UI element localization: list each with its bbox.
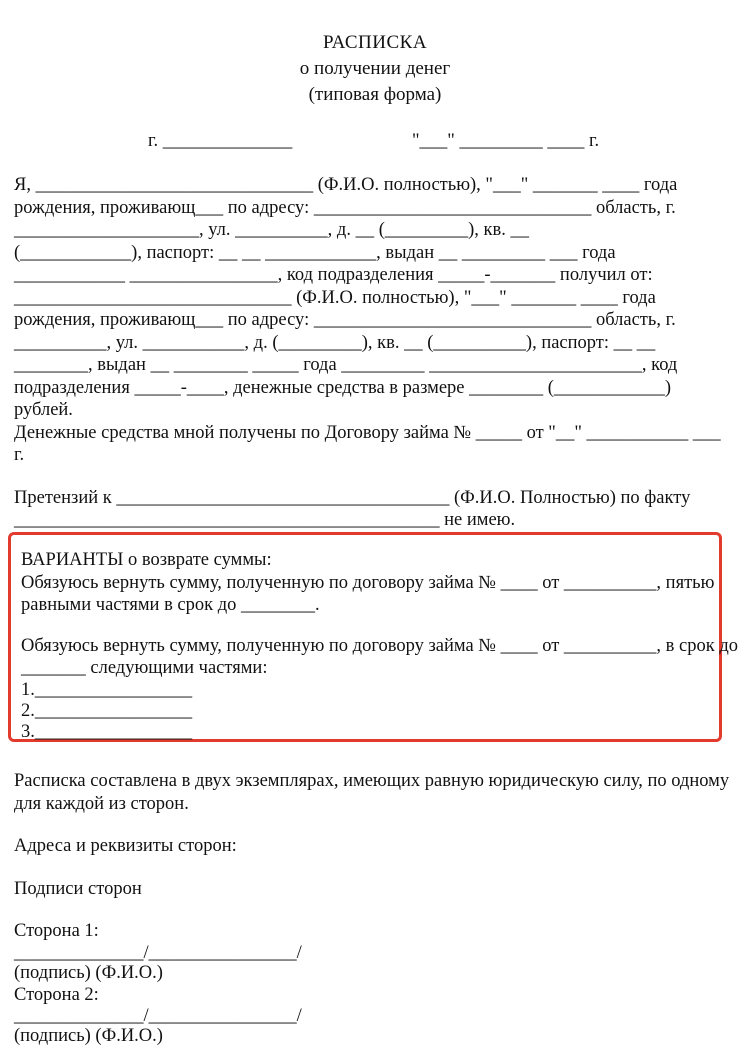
party-2-caption: (подпись) (Ф.И.О.) xyxy=(14,1026,163,1046)
party-1-signature-line[interactable]: ______________/________________/ xyxy=(14,942,302,963)
document-title-block xyxy=(0,0,750,108)
party-1-label: Сторона 1: xyxy=(14,921,99,941)
loan-agreement-line-cont: г. xyxy=(14,445,25,465)
variants-highlight-box xyxy=(8,532,739,742)
closing-line: для каждой из сторон. xyxy=(14,793,189,814)
document-form-note: (типовая форма) xyxy=(308,84,442,105)
body-line[interactable]: рождения, проживающ___ по адресу: ______________________________ область, г. xyxy=(14,197,676,218)
variants-heading: ВАРИАНТЫ о возврате суммы: xyxy=(21,550,272,570)
body-line[interactable]: __________, ул. ___________, д. (_________), кв. __ (__________), паспорт: __ __ xyxy=(14,332,656,353)
closing-line: Расписка составлена в двух экземплярах, имеющих равную юридическую силу, по одному xyxy=(14,771,730,791)
variant-part-item[interactable]: 3._________________ xyxy=(21,721,193,742)
spacer xyxy=(0,900,750,920)
variant-option-1-line[interactable]: Обязуюсь вернуть сумму, полученную по договору займа № ____ от __________, пятью xyxy=(21,572,715,593)
claims-paragraph xyxy=(0,487,750,532)
variant-part-item[interactable]: 1._________________ xyxy=(21,679,193,700)
body-line[interactable]: ____________ ________________, код подразделения _____-_______ получил от: xyxy=(14,265,653,285)
document-title: РАСПИСКА xyxy=(322,32,428,53)
body-line[interactable]: Я, ______________________________ (Ф.И.О. полностью), "___" _______ ____ года xyxy=(14,175,678,195)
requisites-heading: Адреса и реквизиты сторон: xyxy=(14,836,237,856)
loan-agreement-line[interactable]: Денежные средства мной получены по Договору займа № _____ от "__" ___________ ___ xyxy=(14,422,721,443)
variant-part-item[interactable]: 2._________________ xyxy=(21,700,193,721)
variant-option-2-line[interactable]: Обязуюсь вернуть сумму, полученную по договору займа № ____ от __________, в срок до xyxy=(21,635,739,656)
document-subtitle: о получении денег xyxy=(299,58,451,79)
place-and-date-row xyxy=(0,130,750,154)
spacer xyxy=(0,815,750,835)
variant-option-1-line[interactable]: равными частями в срок до ________. xyxy=(21,595,320,615)
signature-block-party-2 xyxy=(0,984,750,1048)
party-2-signature-line[interactable]: ______________/________________/ xyxy=(14,1006,302,1026)
signature-block-party-1 xyxy=(0,920,750,984)
claims-line[interactable]: ______________________________________________ не имею. xyxy=(14,510,516,530)
date-field[interactable]: "___" _________ ____ г. xyxy=(412,131,600,151)
body-line[interactable]: подразделения _____-____, денежные средства в размере ________ (____________) xyxy=(14,377,672,398)
body-line[interactable]: ________, выдан __ ________ _____ года _________ _______________________, код xyxy=(14,355,678,375)
closing-section xyxy=(0,770,750,1047)
main-body xyxy=(0,174,750,467)
body-line[interactable]: (____________), паспорт: __ __ ____________, выдан __ _________ ___ года xyxy=(14,242,616,263)
body-line[interactable]: ____________________, ул. __________, д. __ (_________), кв. __ xyxy=(14,220,530,240)
party-2-label: Сторона 2: xyxy=(14,984,99,1005)
spacer xyxy=(21,617,709,635)
signatures-heading: Подписи сторон xyxy=(14,878,142,899)
body-line[interactable]: рождения, проживающ___ по адресу: ______________________________ область, г. xyxy=(14,310,676,330)
party-1-caption: (подпись) (Ф.И.О.) xyxy=(14,962,163,983)
spacer xyxy=(0,858,750,878)
body-line[interactable]: ______________________________ (Ф.И.О. полностью), "___" _______ ____ года xyxy=(14,287,656,308)
body-line: рублей. xyxy=(14,400,73,420)
variant-option-2-line[interactable]: _______ следующими частями: xyxy=(21,658,268,678)
city-field[interactable]: г. ______________ xyxy=(148,131,293,151)
spacer xyxy=(0,467,750,487)
claims-line[interactable]: Претензий к ____________________________________ (Ф.И.О. Полностью) по факту xyxy=(14,487,691,508)
